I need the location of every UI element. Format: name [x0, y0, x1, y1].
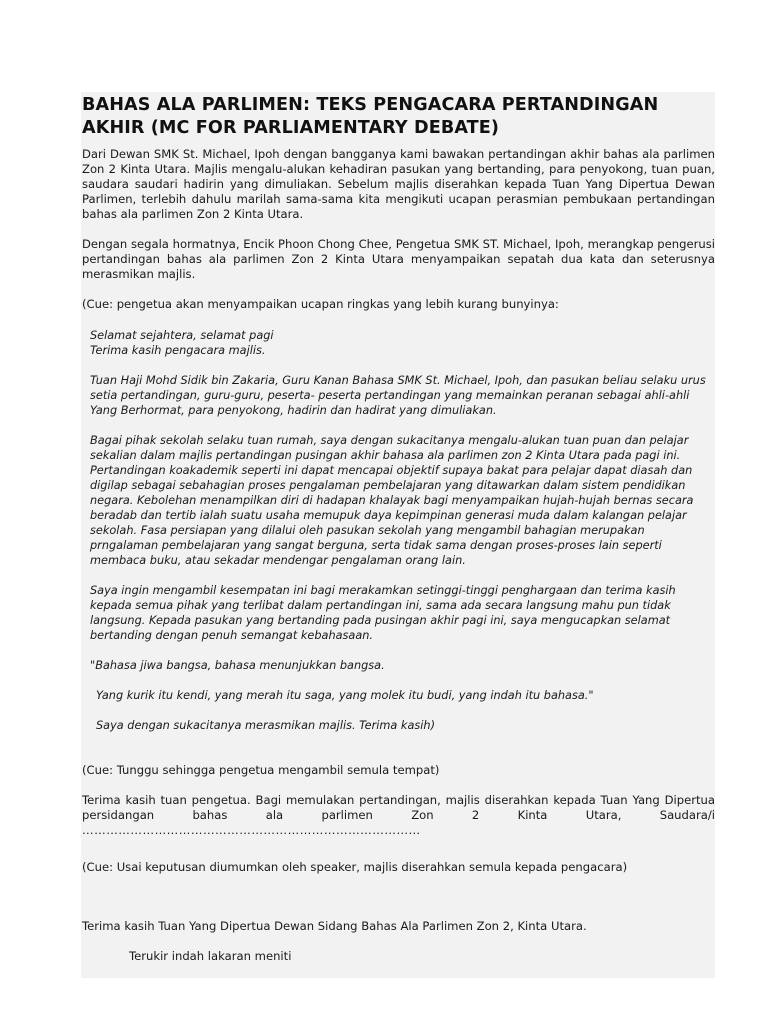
- handover-paragraph: Terima kasih tuan pengetua. Bagi memulakan pertandingan, majlis diserahkan kepada Tuan Yang Dipertua persidangan bahas ala parlimen Zon 2 Kinta Utara, Saudara/i: [82, 793, 715, 822]
- speech-quote-line-2: Yang kurik itu kendi, yang merah itu saga, yang molek itu budi, yang indah itu bahasa.": [96, 689, 594, 702]
- intro-paragraph: Dari Dewan SMK St. Michael, Ipoh dengan bangganya kami bawakan pertandingan akhir bahas ala parlimen Zon 2 Kinta Utara. Majlis mengalu-alukan kehadiran pasukan yang bertanding, para penyokong, tuan puan, saudara saudari hadirin yang dimuliakan. Sebelum majlis diserahkan kepada Tuan Yang Dipertua Dewan Parlimen, terlebih dahulu marilah sama-sama kita mengikuti ucapan perasmian pembukaan pertandingan bahas ala parlimen Zon 2 Kinta Utara.: [82, 147, 715, 221]
- name-placeholder-dots: …………………………………………………………………………: [82, 823, 421, 837]
- poem-line: Terukir indah lakaran meniti: [129, 949, 292, 963]
- cue-wait: (Cue: Tunggu sehingga pengetua mengambil semula tempat): [82, 763, 440, 777]
- speech-paragraph-welcome: Bagai pihak sekolah selaku tuan rumah, saya dengan sukacitanya mengalu-alukan tuan puan dan pelajar sekalian dalam majlis pertandingan pusingan akhir bahasa ala parlimen zon 2 Kinta Utara pada pagi ini. Pertandingan koakademik seperti ini dapat mencapai objektif supaya bakat para pelajar dapat diasah dan digilap sebagai sebahagian proses pengalaman pembelajaran yang ditawarkan dalam sistem pendidikan negara. Kebolehan menampilkan diri di hadapan khalayak bagi menyampaikan hujah-hujah bernas secara beradab dan tertib ialah suatu usaha memupuk daya kepimpinan generasi muda dalam kalangan pelajar sekolah. Fasa persiapan yang dilalui oleh pasukan sekolah yang mengambil bahagian merupakan prngalaman pembelajaran yang sangat berguna, serta tidak sama dengan proses-proses lain seperti membaca buku, atau sekadar mendengar pengalaman orang lain.: [90, 434, 694, 567]
- document-title: BAHAS ALA PARLIMEN: TEKS PENGACARA PERTANDINGAN AKHIR (MC FOR PARLIAMENTARY DEBATE): [82, 95, 659, 138]
- speech-quote-line-1: "Bahasa jiwa bangsa, bahasa menunjukkan bangsa.: [90, 659, 385, 672]
- speech-paragraph-thanks: Saya ingin mengambil kesempatan ini bagi merakamkan setinggi-tinggi penghargaan dan terima kasih kepada semua pihak yang terlibat dalam pertandingan ini, sama ada secara langsung mahu pun tidak langsung. Kepada pasukan yang bertanding pada pusingan akhir pagi ini, saya mengucapkan selamat bertanding dengan penuh semangat kebahasaan.: [90, 584, 676, 642]
- cue-verdict: (Cue: Usai keputusan diumumkan oleh speaker, majlis diserahkan semula kepada pengacara): [82, 860, 628, 874]
- greeting-line-2: Terima kasih pengacara majlis.: [90, 344, 266, 357]
- thanks-speaker-paragraph: Terima kasih Tuan Yang Dipertua Dewan Sidang Bahas Ala Parlimen Zon 2, Kinta Utara.: [82, 919, 587, 933]
- speech-greeting: [90, 328, 715, 358]
- greeting-line-1: Selamat sejahtera, selamat pagi: [90, 329, 274, 342]
- principal-intro-paragraph: Dengan segala hormatnya, Encik Phoon Chong Chee, Pengetua SMK ST. Michael, Ipoh, merangkap pengerusi pertandingan bahas ala parlimen Zon 2 Kinta Utara menyampaikan sepatah dua kata dan seterusnya merasmikan majlis.: [82, 237, 715, 281]
- principal-speech: [90, 328, 715, 733]
- document-page: [81, 92, 715, 978]
- cue-speech: (Cue: pengetua akan menyampaikan ucapan ringkas yang lebih kurang bunyinya:: [82, 297, 559, 311]
- speech-closing: Saya dengan sukacitanya merasmikan majlis. Terima kasih): [96, 719, 435, 732]
- speech-paragraph-acknowledgement: Tuan Haji Mohd Sidik bin Zakaria, Guru Kanan Bahasa SMK St. Michael, Ipoh, dan pasukan beliau selaku urus setia pertandingan, guru-guru, peserta- peserta pertandingan yang memainkan peranan sebagai ahli-ahli Yang Berhormat, para penyokong, hadirin dan hadirat yang dimuliakan.: [90, 374, 706, 417]
